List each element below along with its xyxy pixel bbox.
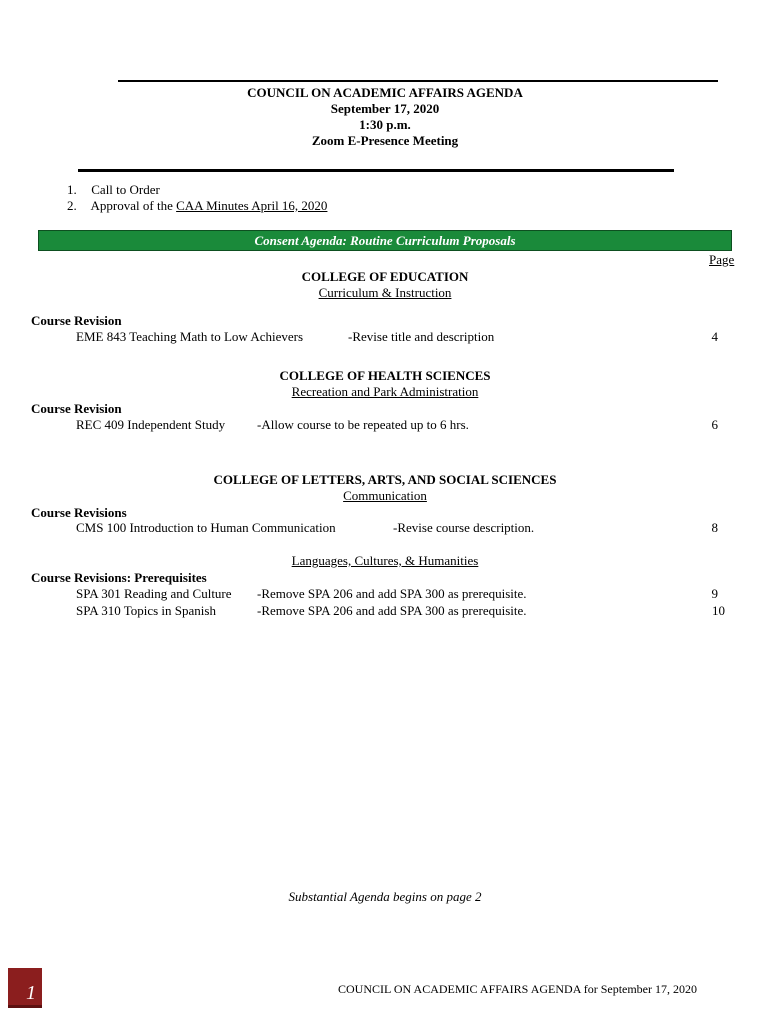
agenda-item-number: 2. (67, 198, 77, 213)
section-label: Course Revisions (31, 505, 127, 520)
consent-agenda-banner: Consent Agenda: Routine Curriculum Proposals (38, 230, 732, 251)
header-top-rule (118, 80, 718, 82)
page-number: 1 (26, 982, 36, 1004)
course-page: 10 (712, 603, 725, 618)
agenda-title: COUNCIL ON ACADEMIC AFFAIRS AGENDA (247, 85, 523, 100)
course-page: 9 (711, 586, 718, 601)
meeting-location: Zoom E-Presence Meeting (311, 133, 459, 148)
department-heading: Recreation and Park Administration (291, 384, 479, 399)
header-bottom-rule (78, 169, 674, 172)
meeting-date: September 17, 2020 (330, 101, 440, 116)
page-number-underline (8, 1005, 42, 1008)
section-label: Course Revision (31, 401, 122, 416)
course-action: -Revise title and description (348, 329, 495, 344)
course-page: 8 (711, 520, 718, 535)
page-number-badge (8, 968, 42, 1008)
college-heading: COLLEGE OF EDUCATION (301, 269, 469, 284)
course-page: 4 (711, 329, 718, 344)
college-heading: COLLEGE OF HEALTH SCIENCES (279, 368, 491, 383)
agenda-item-2 (67, 198, 327, 214)
course-title: CMS 100 Introduction to Human Communication (76, 520, 336, 535)
course-title: EME 843 Teaching Math to Low Achievers (76, 329, 304, 344)
course-action: -Remove SPA 206 and add SPA 300 as prerequisite. (257, 586, 527, 601)
college-heading: COLLEGE OF LETTERS, ARTS, AND SOCIAL SCIENCES (213, 472, 557, 487)
department-heading: Languages, Cultures, & Humanities (291, 553, 479, 568)
course-page: 6 (711, 417, 718, 432)
agenda-item-text: Approval of the (90, 198, 177, 213)
course-action: -Allow course to be repeated up to 6 hrs. (257, 417, 469, 432)
agenda-item-1 (67, 182, 160, 198)
meeting-time: 1:30 p.m. (359, 117, 411, 132)
course-title: SPA 310 Topics in Spanish (76, 603, 216, 618)
course-action: -Remove SPA 206 and add SPA 300 as prerequisite. (257, 603, 527, 618)
department-heading: Curriculum & Instruction (318, 285, 452, 300)
course-action: -Revise course description. (393, 520, 535, 535)
course-title: REC 409 Independent Study (76, 417, 226, 432)
page-column-label: Page (709, 252, 735, 267)
section-label: Course Revision (31, 313, 122, 328)
department-heading: Communication (343, 488, 427, 503)
caa-minutes-link[interactable]: CAA Minutes April 16, 2020 (176, 198, 328, 213)
agenda-item-number: 1. (67, 182, 77, 197)
substantial-agenda-note: Substantial Agenda begins on page 2 (288, 889, 482, 904)
footer-text: COUNCIL ON ACADEMIC AFFAIRS AGENDA for September 17, 2020 (338, 982, 698, 996)
section-label: Course Revisions: Prerequisites (31, 570, 207, 585)
course-title: SPA 301 Reading and Culture (76, 586, 232, 601)
agenda-item-text: Call to Order (91, 182, 160, 197)
